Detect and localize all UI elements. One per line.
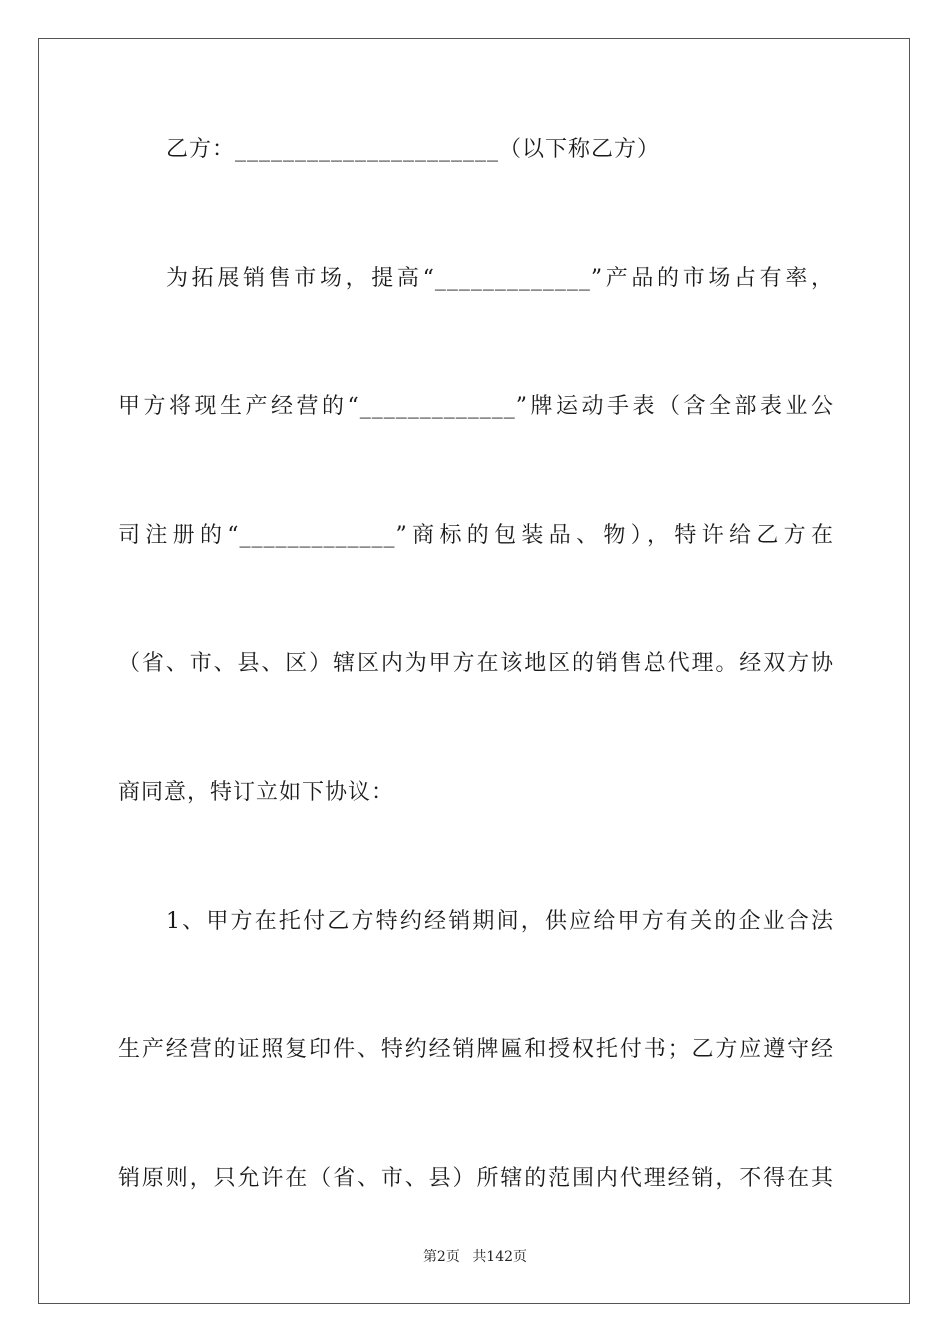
paragraph-line: 销原则，只允许在（省、市、县）所辖的范围内代理经销，不得在其 [118, 1165, 834, 1191]
page-total: 共142页 [472, 1249, 528, 1265]
paragraph-line: 生产经营的证照复印件、特约经销牌匾和授权托付书；乙方应遵守经 [118, 1037, 834, 1063]
paragraph-line: 司注册的“_____________”商标的包装品、物），特许给乙方在 [118, 522, 834, 548]
paragraph-line-party-b: 乙方：______________________（以下称乙方） [166, 137, 661, 162]
paragraph-line: （省、市、县、区）辖区内为甲方在该地区的销售总代理。经双方协 [118, 651, 834, 677]
paragraph-line: 甲方将现生产经营的“_____________”牌运动手表（含全部表业公 [118, 394, 834, 420]
paragraph-line-clause-1: 1、甲方在托付乙方特约经销期间，供应给甲方有关的企业合法 [166, 908, 834, 934]
page-number: 第2页 [422, 1249, 460, 1265]
page-footer [0, 1246, 950, 1266]
paragraph-line: 商同意，特订立如下协议： [118, 779, 395, 805]
document-body [118, 118, 834, 1275]
paragraph-line: 为拓展销售市场，提高“_____________”产品的市场占有率， [166, 265, 834, 291]
